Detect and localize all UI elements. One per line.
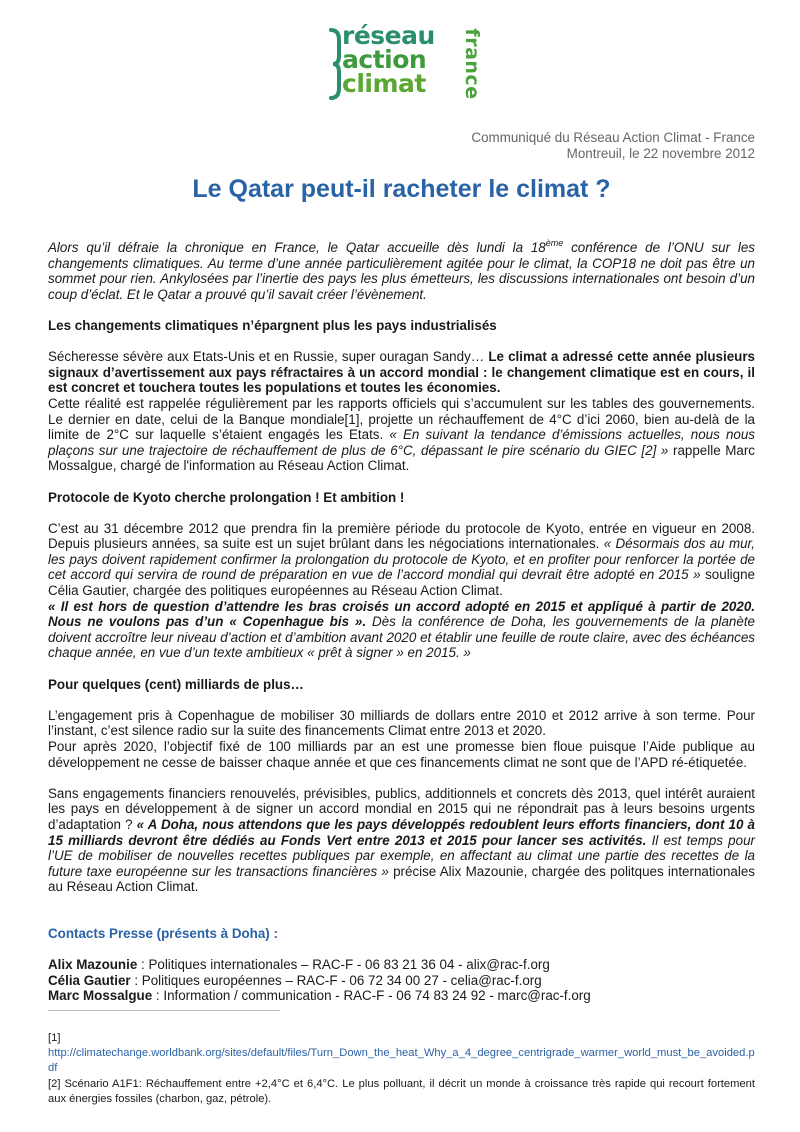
logo-line-3: climat xyxy=(342,69,426,98)
contact-detail: : Politiques européennes – RAC-F - 06 72 34 00 27 - celia@rac-f.org xyxy=(130,972,542,988)
s2p1-italic: « Désormais dos au mur, les pays doivent rapidement confirmer la prolongation du protocole de Kyoto, et en profiter pour renforcer la portée de cet accord qui servira de round de préparation en vue de l’accord mondial qui devrait être adopté en 2015 » xyxy=(48,536,755,583)
contact-item xyxy=(48,957,755,973)
s3p3-end: précise Alix Mazounie, chargée des politques internationales au Réseau Action Climat. xyxy=(48,863,755,895)
footnote-divider xyxy=(48,1010,280,1011)
s1p2-italic: « En suivant la tendance d’émissions actuelles, nous nous plaçons sur une trajectoire de réchauffement de plus de 6°C, dépassant le pire scénario du GIEC [2] » xyxy=(48,427,756,458)
section-3-paragraph-2: Pour après 2020, l’objectif fixé de 100 milliards par an est une promesse bien floue puisque l’Aide publique au développement ne cesse de baisser chaque année et que ces financements climat ne sont que de l’APD ré-étiquetée. xyxy=(48,739,755,770)
logo-country xyxy=(459,26,483,102)
contact-item xyxy=(48,973,755,989)
intro-paragraph xyxy=(48,237,755,302)
section-1-paragraph-2 xyxy=(48,396,755,474)
section-3-paragraph-1: L’engagement pris à Copenhague de mobiliser 30 milliards de dollars entre 2010 et 2012 arrive à son terme. Pour l’instant, c’est silence radio sur la suite des financements Climat entre 2013 et 2020. xyxy=(48,707,755,739)
intro-superscript: ème xyxy=(545,237,564,248)
main-content xyxy=(48,237,756,1004)
organization-logo xyxy=(328,21,488,102)
s3p3-italic: Il est temps pour l’UE de mobiliser de nouvelles recettes publiques par exemple, en affectant au climat une partie des recettes de la future taxe européenne sur les transactions financières » xyxy=(48,832,755,879)
s2p1-normal: C’est au 31 décembre 2012 que prendra fin la première période du protocole de Kyoto, entrée en vigueur en 2008. Depuis plusieurs années, sa suite est un sujet brûlant dans les négociations internationales. xyxy=(48,520,755,552)
intro-part-1: Alors qu’il défraie la chronique en France, le Qatar accueille dès lundi la 18 xyxy=(48,240,546,255)
section-3-paragraph-3 xyxy=(48,786,755,895)
contacts-list xyxy=(48,957,755,1004)
intro-part-2: conférence de l’ONU sur les changements climatiques. Au terme d’une année particulièrement agitée pour le climat, la COP18 ne doit pas être un sommet pour rien. Ankylosées par l’inertie des pays les plus émetteurs, les discussions internationales ont besoin d’un coup d’éclat. Et le Qatar a prouvé qu’il savait créer l’évènement. xyxy=(48,240,755,302)
section-2-paragraph-2 xyxy=(48,599,755,661)
contact-name: Alix Mazounie xyxy=(48,957,138,973)
s2p2-bold-italic: « Il est hors de question d’attendre les bras croisés un accord adopté en 2015 et appliqué à partir de 2020. Nous ne voulons pas d’un « Copenhague bis ». xyxy=(48,598,755,630)
header-line-1: Communiqué du Réseau Action Climat - France xyxy=(471,130,755,145)
s3p3-bold-italic: « A Doha, nous attendons que les pays développés redoublent leurs efforts financiers, dont 10 à 15 milliards devront être dédiés au Fonds Vert entre 2013 et 2015 pour lancer ses activités. xyxy=(48,816,755,848)
logo-bracket-icon xyxy=(328,26,342,102)
contact-name: Marc Mossalgue xyxy=(48,988,153,1004)
contact-item xyxy=(48,988,755,1004)
section-1-paragraph-1 xyxy=(48,349,755,396)
section-3-heading: Pour quelques (cent) milliards de plus… xyxy=(48,676,304,692)
s1p2-end: rappelle Marc Mossalgue, chargé de l'information au Réseau Action Climat. xyxy=(48,442,756,474)
contact-detail: : Politiques internationales – RAC-F - 06 83 21 36 04 - alix@rac-f.org xyxy=(137,957,550,973)
s3p3-normal: Sans engagements financiers renouvelés, prévisibles, publics, additionnels et concrets dès 2013, quel intérêt auraient les pays en développement à de signer un accord mondial en 2015 qui ne répondrait pas à leurs besoins urgents d’adaptation ? xyxy=(48,785,755,832)
section-2-heading: Protocole de Kyoto cherche prolongation ! Et ambition ! xyxy=(48,489,405,505)
page-title: Le Qatar peut-il racheter le climat ? xyxy=(192,175,611,203)
footnote-2: [2] Scénario A1F1: Réchauffement entre +2,4°C et 6,4°C. Le plus polluant, il décrit un monde à croissance très rapide qui recourt fortement aux énergies fossiles (charbon, gaz, pétrole). xyxy=(48,1077,755,1105)
footnote-1-link[interactable]: http://climatechange.worldbank.org/sites/default/files/Turn_Down_the_heat_Why_a_4_degree_centrigrade_warmer_world_must_be_avoided.pdf xyxy=(48,1047,755,1075)
section-2-paragraph-1 xyxy=(48,521,755,599)
header-line-2: Montreuil, le 22 novembre 2012 xyxy=(566,145,755,161)
section-1-heading: Les changements climatiques n’épargnent plus les pays industrialisés xyxy=(48,317,497,333)
contacts-title: Contacts Presse (présents à Doha) : xyxy=(48,925,278,941)
s2p1-end: souligne Célia Gautier, chargée des politiques européennes au Réseau Action Climat. xyxy=(48,567,755,599)
s1p1-normal: Sécheresse sévère aux Etats-Unis et en Russie, super ouragan Sandy… xyxy=(48,349,489,365)
s1p1-bold: Le climat a adressé cette année plusieurs signaux d’avertissement aux pays réfractaires à un accord mondial : le changement climatique est en cours, il est concret et touchera toutes les populations et toutes les économies. xyxy=(48,349,756,396)
logo-wordmark xyxy=(342,21,435,98)
press-release-header xyxy=(48,130,755,161)
footnotes xyxy=(48,1010,755,1107)
s2p2-italic: Dès la conférence de Doha, les gouvernements de la planète doivent accroître leur niveau d’action et d’ambition avant 2020 et établir une feuille de route claire, avec des échéances chaque année, en vue d’un texte ambitieux « prêt à signer » en 2015. » xyxy=(48,614,755,661)
contact-detail: : Information / communication - RAC-F - 06 74 83 24 92 - marc@rac-f.org xyxy=(152,988,591,1004)
logo-country-text: france xyxy=(460,28,483,100)
s1p2-normal: Cette réalité est rappelée régulièrement par les rapports officiels qui s’accumulent sur les tables des gouvernements. Le dernier en date, celui de la Banque mondiale[1], projette un réchauffement de 4°C d’ici 2060, bien au-delà de la limite de 2°C sur laquelle s’étaient engagés les Etats. xyxy=(48,395,755,443)
logo-line-2: action xyxy=(342,45,427,74)
contact-name: Célia Gautier xyxy=(48,972,131,988)
logo-line-1: réseau xyxy=(342,21,435,50)
footnote-1-marker: [1] xyxy=(48,1032,61,1044)
